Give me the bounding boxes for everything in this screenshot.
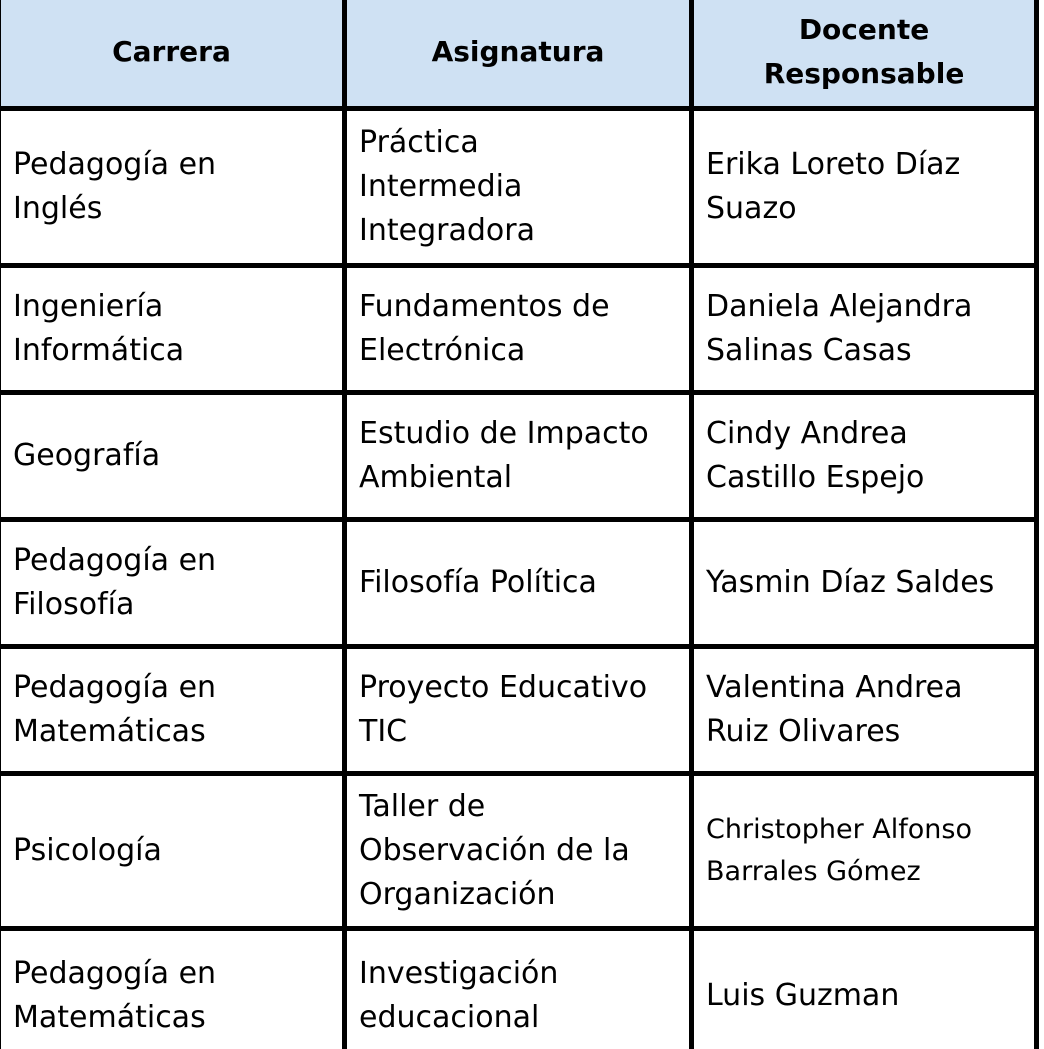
table-row xyxy=(0,774,1037,929)
table-row xyxy=(0,393,1037,520)
cell-asignatura[interactable]: Proyecto Educativo TIC xyxy=(345,647,692,774)
cell-docente[interactable]: Yasmin Díaz Saldes xyxy=(692,520,1037,647)
cell-asignatura[interactable]: Fundamentos de Electrónica xyxy=(345,266,692,393)
cell-asignatura[interactable]: Filosofía Política xyxy=(345,520,692,647)
header-row xyxy=(0,0,1037,109)
cell-asignatura[interactable]: Estudio de Impacto Ambiental xyxy=(345,393,692,520)
cell-docente[interactable]: Erika Loreto Díaz Suazo xyxy=(692,109,1037,266)
cell-carrera[interactable]: Geografía xyxy=(0,393,345,520)
cell-docente[interactable]: Cindy Andrea Castillo Espejo xyxy=(692,393,1037,520)
cell-asignatura[interactable]: Taller de Observación de la Organización xyxy=(345,774,692,929)
cell-docente[interactable]: Luis Guzman xyxy=(692,929,1037,1049)
table-row xyxy=(0,266,1037,393)
cell-asignatura[interactable]: Investigación educacional xyxy=(345,929,692,1049)
cell-carrera[interactable]: Pedagogía en Matemáticas xyxy=(0,929,345,1049)
cell-carrera[interactable]: Pedagogía en Filosofía xyxy=(0,520,345,647)
table-row xyxy=(0,109,1037,266)
header-asignatura[interactable]: Asignatura xyxy=(345,0,692,109)
cell-docente[interactable]: Valentina Andrea Ruiz Olivares xyxy=(692,647,1037,774)
cell-carrera[interactable]: Pedagogía en Inglés xyxy=(0,109,345,266)
cell-asignatura[interactable]: Práctica Intermedia Integradora xyxy=(345,109,692,266)
table-row xyxy=(0,520,1037,647)
table-row xyxy=(0,647,1037,774)
cell-docente[interactable]: Daniela Alejandra Salinas Casas xyxy=(692,266,1037,393)
cell-carrera[interactable]: Psicología xyxy=(0,774,345,929)
header-carrera[interactable]: Carrera xyxy=(0,0,345,109)
cell-carrera[interactable]: Ingeniería Informática xyxy=(0,266,345,393)
table-row xyxy=(0,929,1037,1049)
cell-docente[interactable]: Christopher Alfonso Barrales Gómez xyxy=(692,774,1037,929)
cell-carrera[interactable]: Pedagogía en Matemáticas xyxy=(0,647,345,774)
header-docente-responsable[interactable]: Docente Responsable xyxy=(692,0,1037,109)
